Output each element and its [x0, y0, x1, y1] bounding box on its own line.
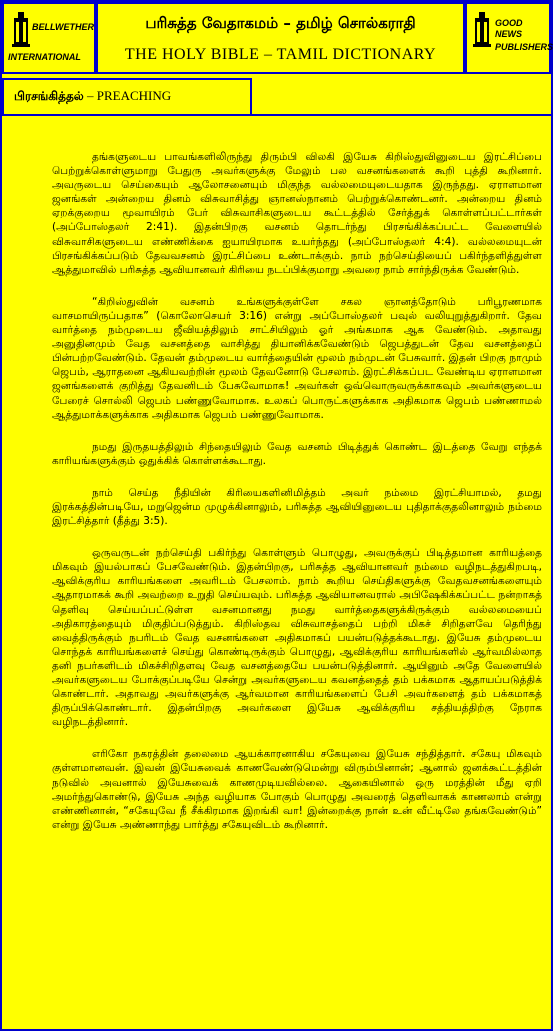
section-title-separator: – [83, 88, 97, 103]
section-title-tamil: பிரசங்கித்தல் [14, 89, 84, 103]
header-title-box [96, 2, 465, 74]
paragraph: “கிறிஸ்துவின் வசனம் உங்களுக்குள்ளே சகல ஞானத்தோடும் பரிபூரணமாக வாசமாயிருப்பதாக” (கொலோசெயர் 3:16) என்று அப்போஸ்தலர் பவுல் வலியுறுத்துகிறார். தேவ வார்த்தை நம்முடைய ஜீவியத்திலும் சாட்சியிலும் ஓர் அங்கமாக ஆக வேண்டும். அதாவது அனுதினமும் வேத வசனத்தை வாசித்து தியானிக்கவேண்டும் ஜெபத்துடன் தேவ வசனத்தைப் பின்பற்றவேண்டும். தேவன் தம்முடைய வார்த்தையின் மூலம் நம்முடன் பேசுவார். இதன் பிறகு நாமும் ஜெபம், ஆராதனை ஆகியவற்றின் மூலம் தேவனோடு பேசலாம். இரட்சிக்கப்பட வேண்டிய ஏராளமான ஜனங்களைக் குறித்து தேவனிடம் பேசுவோமாக! அவர்கள் ஒவ்வொருவருக்காகவும் அவர்களுடைய பேரைச் சொல்லி ஜெபம் பண்ணுவோமாக. உலகப் பொருட்களுக்காக அதிகமாக ஜெபம் பண்ணாமல் ஆத்துமாக்களுக்காக அதிகமாக ஜெபம் பண்ணுவோமாக. [52, 295, 542, 421]
bellwether-logo [2, 2, 96, 74]
paragraph: எரிகோ நகரத்தின் தலைமை ஆயக்காரனாகிய சகேயுவை இயேசு சந்தித்தார். சகேயு மிகவும் குள்ளமானவன். இவன் இயேசுவைக் காணவேண்டுமென்று விரும்பினான்; ஆனால் ஜனக்கூட்டத்தின் நடுவில் அவனால் இயேசுவைக் காணமுடியவில்லை. ஆகையினால் ஒரு மரத்தின் மீது ஏறி அமர்ந்துகொண்டு, இயேசு அந்த வழியாக போகும் பொழுது அவரைத் தெளிவாகக் காணலாம் என்று எண்ணினான், “சகேயுவே நீ சீக்கிரமாக இறங்கி வா! இன்றைக்கு நான் உன் வீட்டிலே தங்கவேண்டும்” என்று இயேசு அண்ணாந்து பார்த்து சகேயுவிடம் கூறினார். [52, 748, 542, 831]
paragraph: தங்களுடைய பாவங்களிலிருந்து திரும்பி விலகி இயேசு கிறிஸ்துவினுடைய இரட்சிப்பை பெற்றுக்கொள்ளுமாறு பேதுரு அவர்களுக்கு மேலும் பல வசனங்களைக் கூறி புத்தி கூறினார். அவருடைய செய்கையும் ஆலோசனையும் மிகுந்த வல்லமையுடையதாக இருந்தது. ஏராளமான ஜனங்கள் அன்றைய தினம் விசுவாசித்து ஞானஸ்நானம் பெற்றுக்கொண்டனர். அன்றைய தினம் ஏறக்குறைய மூவாயிரம் பேர் விசுவாசிகளுடைய கூட்டத்தில் சேர்த்துக் கொள்ளப்பட்டார்கள் (அப்போஸ்தலர் 2:41). இதன்பிறகு வசனம் தொடர்ந்து பிரசங்கிக்கப்பட்ட வேளையில் விசுவாசிகளுடைய எண்ணிக்கை ஐயாயிரமாக உயர்ந்தது (அப்போஸ்தலர் 4:4). வல்லமையுடன் பிரசங்கிக்கப்படும் தேவவசனம் இரட்சிப்பை உண்டாக்கும். நாம் நற்செய்தியைப் பகிர்ந்தளித்துள்ள ஆத்துமாவில் பரிசுத்த ஆவியானவர் கிரியை நடப்பிக்குமாறு அவரை நாம் சார்ந்திருக்க வேண்டும். [52, 151, 542, 276]
paragraph: நாம் செய்த நீதியின் கிரியைகளினிமித்தம் அவர் நம்மை இரட்சியாமல், தமது இரக்கத்தின்படியே, மறுஜென்ம முழுக்கினாலும், பரிசுத்த ஆவியினுடைய புதிதாக்குதலினாலும் நம்மை இரட்சித்தார் (தீத்து 3:5). [52, 486, 542, 528]
logo-right-line1: GOOD NEWS [495, 18, 523, 39]
body-text [52, 150, 542, 850]
paragraph: ஒருவருடன் நற்செய்தி பகிர்ந்து கொள்ளும் பொழுது, அவருக்குப் பிடித்தமான காரியத்தை மிகவும் இயல்பாகப் பேசவேண்டும். இதன்பிறகு, பரிசுத்த ஆவியானவர் நம்மை வழிநடத்துகிறபடி, ஆவிக்குரிய காரியங்களை அவரிடம் பேசலாம். நாம் கூறிய செய்திகளுக்கு வேதவசனங்களையும் ஆதாரமாகக் கூறி அவற்றை உறுதி செய்யவும். பரிசுத்த ஆவியானவரால் அபிஷேகிக்கப்பட்ட நன்றாகத் தெளிவு செய்யப்பட்டுள்ள வசனமானது நமது வார்த்தைகளுக்கிருக்கும் வல்லமையைப் அதிகாரத்தையும் மிகுதிப்படுத்தும். கிறிஸ்தவ விசுவாசத்தைப் பற்றி மிகச் சிறிதளவே தெரிந்து வைத்திருக்கும் நபரிடம் வேத வசனங்களை அதிகமாகப் பயன்படுத்தக்கூடாது. இயேசு தம்முடைய சொந்தக் காரியங்களைச் செய்து கொண்டிருக்கும் பொழுது, ஆவிக்குரிய காரியங்களில் ஆர்வமில்லாத தனி நபர்களிடம் மிகச்சிறிதளவு வேத வசனத்தையே பயன்படுத்தினார். ஆயினும் அதே வேளையில் அவர்களுடைய போக்குப்படியே சென்று அவர்களுடைய கவனத்தைத் தம் பக்கமாக ஆதாயப்படுத்திக் கொண்டார். அதாவது அவர்களுக்கு ஆர்வமான காரியங்களைப் பேசி அவர்களைத் தம் பக்கமாகத் திருப்பிக்கொண்டார். இதன்பிறகு அவர்களை இயேசு ஆவிக்குரிய சத்தியத்திற்கு நேராக வழிநடத்தினார். [52, 547, 542, 729]
logo-left-line2: INTERNATIONAL [8, 52, 81, 62]
section-title-english: PREACHING [96, 88, 172, 103]
good-news-logo [465, 2, 551, 74]
title-tamil: பரிசுத்த வேதாகமம் – தமிழ் சொல்கராதி [145, 14, 416, 32]
logo-right-line2: PUBLISHERS [495, 42, 553, 52]
section-divider [252, 114, 551, 116]
section-title [14, 88, 171, 105]
section-title-box [2, 78, 252, 116]
title-english: THE HOLY BIBLE – TAMIL DICTIONARY [124, 46, 437, 63]
logo-left-line1: BELLWETHER [32, 22, 94, 32]
paragraph: நமது இருதயத்திலும் சிந்தையிலும் வேத வசனம் பிடித்துக் கொண்ட இடத்தை வேறு எந்தக் காரியங்களுக்கும் ஒதுக்கிக் கொள்ளக்கூடாது. [52, 440, 542, 467]
